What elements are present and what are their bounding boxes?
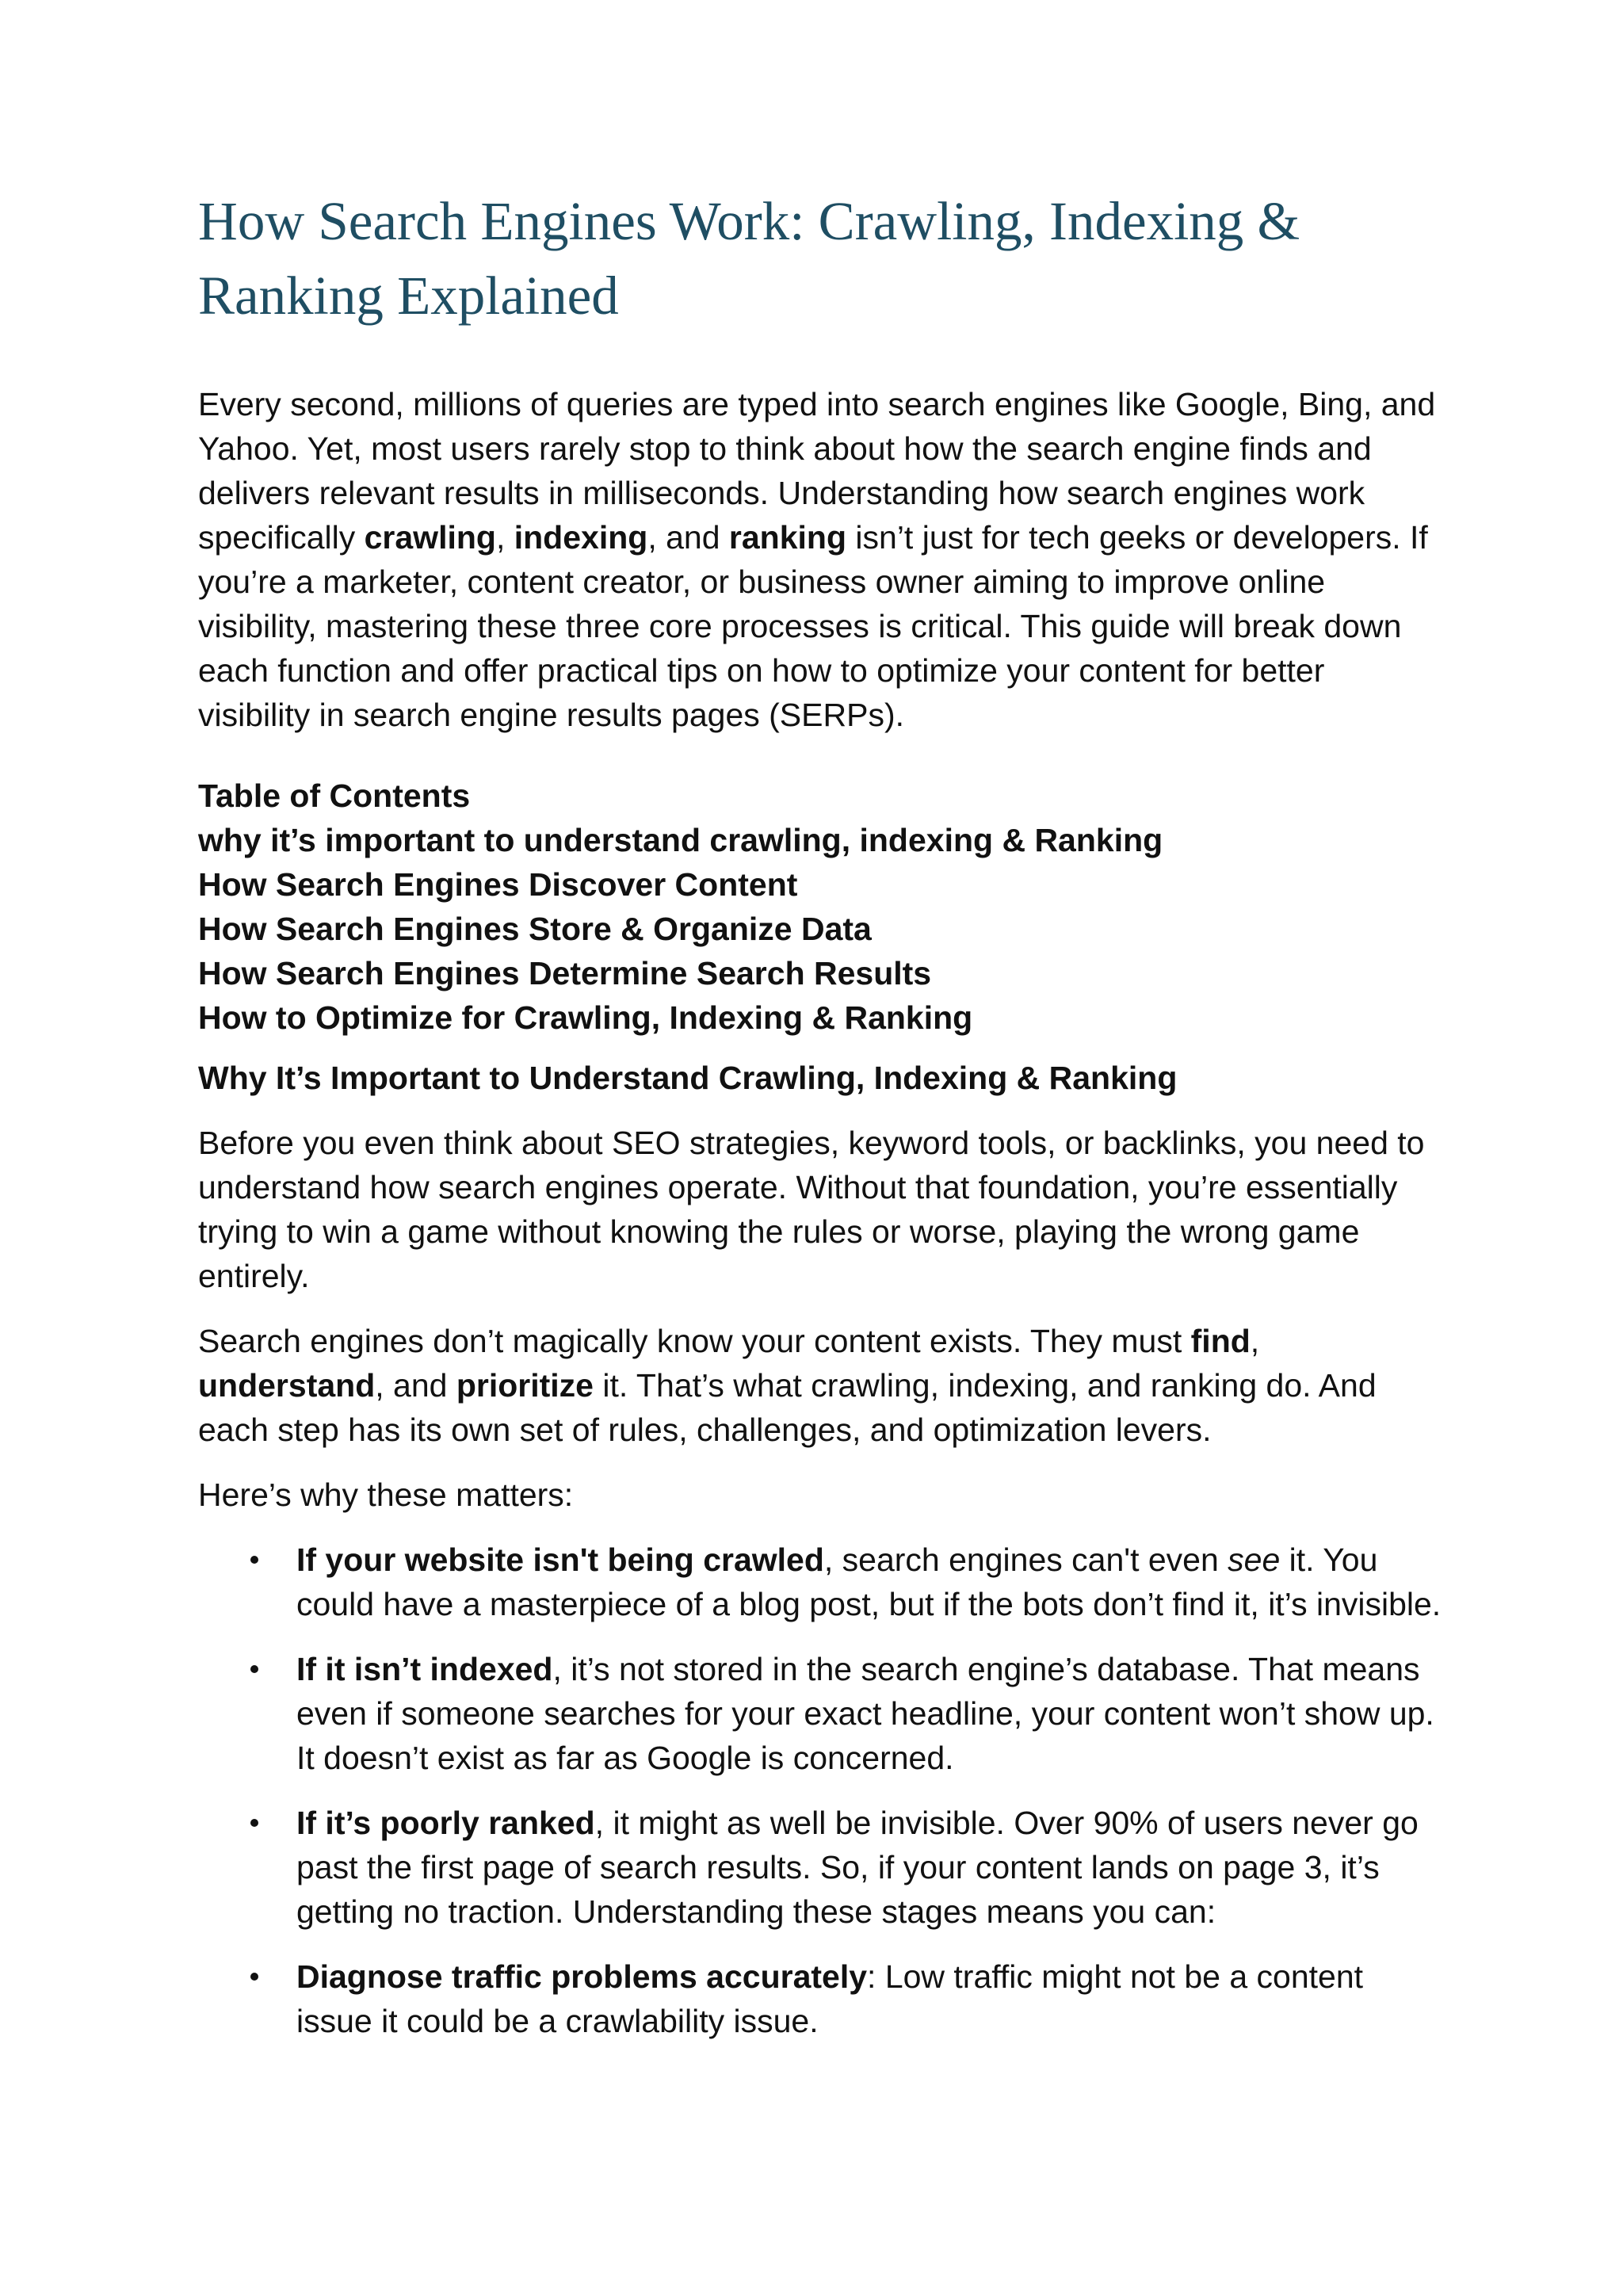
bullet-dot-icon xyxy=(250,1973,258,1981)
intro-bold-ranking: ranking xyxy=(728,519,847,556)
section-paragraph-3: Here’s why these matters: xyxy=(198,1477,574,1513)
toc-item-determine[interactable]: How Search Engines Determine Search Results xyxy=(198,955,932,991)
bullet-bold-lead: If it isn’t indexed xyxy=(296,1651,553,1687)
bullet-bold-lead: If your website isn't being crawled xyxy=(296,1541,824,1578)
list-item xyxy=(198,1538,1442,1626)
bullet-text: : Low traffic might not be a content issue it could be a crawlability issue. xyxy=(296,1958,1364,2039)
bullet-dot-icon xyxy=(250,1556,258,1564)
bullet-bold-lead: Diagnose traffic problems accurately xyxy=(296,1958,868,1995)
toc-item-optimize[interactable]: How to Optimize for Crawling, Indexing & Ranking xyxy=(198,999,973,1036)
list-item xyxy=(198,1954,1442,2043)
bullet-italic: see xyxy=(1228,1541,1281,1578)
toc-heading: Table of Contents xyxy=(198,777,471,814)
section-heading: Why It’s Important to Understand Crawling, Indexing & Ranking xyxy=(198,1060,1178,1096)
bullet-text: , search engines can't even xyxy=(823,1541,1228,1578)
section-paragraph-1: Before you even think about SEO strategies, keyword tools, or backlinks, you need to understand how search engines operate. Without that foundation, you’re essentially trying to win a game without knowing the rules or worse, playing the wrong game entirely. xyxy=(198,1125,1425,1294)
para2-bold-prioritize: prioritize xyxy=(456,1367,594,1404)
bullet-text: it. You could have a masterpiece of a blog post, but if the bots don’t find it, it’s invisible. xyxy=(296,1541,1442,1622)
para2-text-2: , xyxy=(1250,1323,1260,1359)
intro-paragraph xyxy=(198,382,1442,737)
intro-sep-2: , and xyxy=(647,519,729,556)
para2-bold-understand: understand xyxy=(198,1367,376,1404)
intro-sep-1: , xyxy=(495,519,514,556)
toc-item-discover[interactable]: How Search Engines Discover Content xyxy=(198,866,798,903)
bullet-text: , it might as well be invisible. Over 90% of users never go past the first page of search results. So, if your content lands on page 3, it’s getting no traction. Understanding these stages means you can: xyxy=(296,1805,1419,1930)
list-item xyxy=(198,1647,1442,1780)
intro-bold-crawling: crawling xyxy=(364,519,496,556)
bullet-dot-icon xyxy=(250,1819,258,1827)
bullet-list xyxy=(198,1538,1442,2043)
intro-text-2: isn’t just for tech geeks or developers. If you’re a marketer, content creator, or business owner aiming to improve online visibility, mastering these three core processes is critical. This guide will break down each function and offer practical tips on how to optimize your content for better visibility in search engine results pages (SERPs). xyxy=(198,519,1428,733)
bullet-bold-lead: If it’s poorly ranked xyxy=(296,1805,595,1841)
para2-text-3: , and xyxy=(375,1367,456,1404)
toc-item-store[interactable]: How Search Engines Store & Organize Data xyxy=(198,911,872,947)
intro-bold-indexing: indexing xyxy=(514,519,648,556)
intro-text-1: Every second, millions of queries are typed into search engines like Google, Bing, and Yahoo. Yet, most users rarely stop to think about how the search engine finds and delivers relevant results in milliseconds. Understanding how search engines work specifically xyxy=(198,386,1436,556)
section-paragraph-2 xyxy=(198,1319,1442,1452)
bullet-dot-icon xyxy=(250,1665,258,1673)
page-title: How Search Engines Work: Crawling, Indexing & Ranking Explained xyxy=(198,191,1300,326)
table-of-contents xyxy=(198,774,1442,1040)
para2-text-1: Search engines don’t magically know your content exists. They must xyxy=(198,1323,1191,1359)
document-body xyxy=(198,184,1442,2064)
bullet-text: , it’s not stored in the search engine’s database. That means even if someone searches for your exact headline, your content won’t show up. It doesn’t exist as far as Google is concerned. xyxy=(296,1651,1434,1776)
toc-item-importance[interactable]: why it’s important to understand crawling, indexing & Ranking xyxy=(198,822,1163,858)
para2-bold-find: find xyxy=(1190,1323,1251,1359)
list-item xyxy=(198,1801,1442,1934)
para2-text-4: it. That’s what crawling, indexing, and ranking do. And each step has its own set of rules, challenges, and optimization levers. xyxy=(198,1367,1377,1448)
